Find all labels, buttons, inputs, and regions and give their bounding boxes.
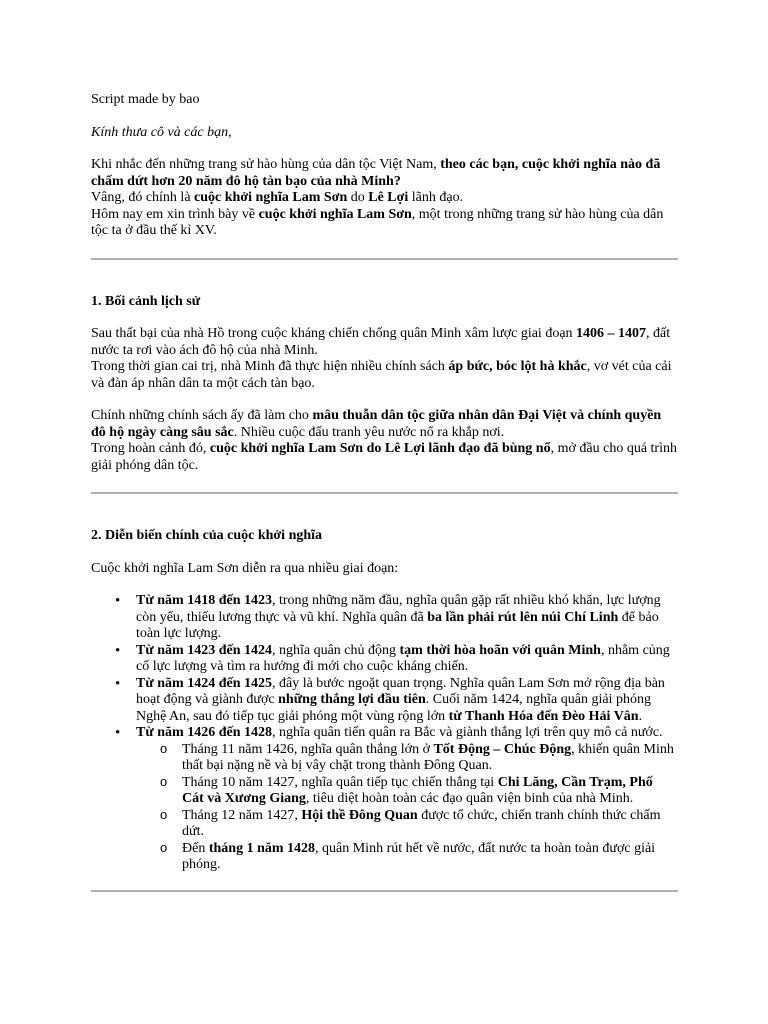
intro-question <box>91 157 678 190</box>
phase-2-text-2: , nhằm củng cố lực lượng và tìm ra hướng đi mới cho cuộc kháng chiến. <box>136 642 670 674</box>
section-1-paragraph-2 <box>91 359 678 392</box>
intro-topic-text: Hôm nay em xin trình bày về <box>91 206 259 222</box>
sub-1-emphasis: Tốt Động – Chúc Động <box>433 741 572 757</box>
section-1-paragraph-4 <box>91 441 678 474</box>
list-item <box>182 775 678 808</box>
s1-p2-emphasis: áp bức, bóc lột hà khắc <box>448 359 587 374</box>
s1-p3-text: Chính những chính sách ấy đã làm cho <box>91 408 313 423</box>
phase-4-period: Từ năm 1426 đến 1428 <box>136 725 272 740</box>
phase-3-text-3: . <box>638 708 643 724</box>
s1-p1-text: Sau thất bại của nhà Hồ trong cuộc kháng chiến chống quân Minh xâm lược giai đoạn <box>91 326 577 341</box>
intro-answer-leader: Lê Lợi <box>368 190 409 205</box>
section-1-paragraph-1 <box>91 326 678 359</box>
section-1-paragraph-3 <box>91 408 678 441</box>
s1-p2-text: Trong thời gian cai trị, nhà Minh đã thực hiện nhiều chính sách <box>91 359 449 374</box>
phase-4-text: , nghĩa quân tiến quân ra Bắc và giành thắng lợi trên quy mô cả nước. <box>271 725 663 740</box>
s1-p3-text-2: . Nhiều cuộc đấu tranh yêu nước nổ ra khắp nơi. <box>233 424 505 440</box>
list-item <box>136 725 678 874</box>
phase-1-text: , trong những năm đầu, nghĩa quân gặp rất nhiều khó khăn, lực lượng còn yếu, thiếu lương thực và vũ khí. Nghĩa quân đã <box>136 593 661 625</box>
sub-2-text-2: , tiêu diệt hoàn toàn các đạo quân viện binh của nhà Minh. <box>305 791 634 806</box>
intro-answer-text: Vâng, đó chính là <box>91 190 195 205</box>
s1-p4-text: Trong hoàn cảnh đó, <box>91 441 210 456</box>
sub-4-text-2: , quân Minh rút hết về nước, đất nước ta hoàn toàn được giải phóng. <box>182 840 656 872</box>
list-item <box>136 676 678 726</box>
sub-1-text-2: , khiến quân Minh thất bại nặng nề và bị vây chặt trong thành Đông Quan. <box>182 741 674 773</box>
phase-3-emphasis: những thắng lợi đầu tiên <box>278 692 426 707</box>
list-item <box>136 593 678 643</box>
intro-answer-emphasis: cuộc khởi nghĩa Lam Sơn <box>194 190 348 205</box>
list-item <box>182 742 678 775</box>
s1-p3-emphasis: mâu thuẫn dân tộc giữa nhân dân Đại Việt và chính quyền đô hộ ngày càng sâu sắc <box>91 408 662 440</box>
s1-p4-emphasis: cuộc khởi nghĩa Lam Sơn do Lê Lợi lãnh đạo đã bùng nổ <box>209 441 551 456</box>
sub-2-text: Tháng 10 năm 1427, nghĩa quân tiếp tục chiến thắng tại <box>182 774 498 790</box>
section-2-lead: Cuộc khởi nghĩa Lam Sơn diễn ra qua nhiều giai đoạn: <box>91 560 399 576</box>
s1-p2-text-2: , vơ vét của cải và đàn áp nhân dân ta một cách tàn bạo. <box>91 359 672 391</box>
intro-answer-text-3: lãnh đạo. <box>408 190 464 205</box>
phase-3-text: , đây là bước ngoặt quan trọng. Nghĩa quân Lam Sơn mở rộng địa bàn hoạt động và giành được <box>136 675 665 707</box>
phase-2-period: Từ năm 1423 đến 1424 <box>136 642 272 658</box>
sub-4-text: Đến <box>182 840 209 856</box>
section-2-heading: 2. Diễn biến chính của cuộc khởi nghĩa <box>91 528 323 543</box>
greeting-text: Kính thưa cô và các bạn, <box>91 124 232 140</box>
sub-3-text: Tháng 12 năm 1427, <box>182 807 302 823</box>
list-item <box>182 841 678 874</box>
list-item <box>182 808 678 841</box>
phase-1-emphasis: ba lần phải rút lên núi Chí Linh <box>427 609 619 625</box>
phase-4-sublist <box>136 742 678 874</box>
intro-topic-emphasis: cuộc khởi nghĩa Lam Sơn <box>258 206 412 222</box>
phase-1-period: Từ năm 1418 đến 1423 <box>136 593 272 608</box>
sub-3-emphasis: Hội thề Đông Quan <box>301 807 418 823</box>
intro-question-text: Khi nhắc đến những trang sử hào hùng của dân tộc Việt Nam, <box>91 157 441 172</box>
sub-3-text-2: được tổ chức, chiến tranh chính thức chấm dứt. <box>182 807 661 839</box>
s1-p4-text-2: , mở đầu cho quá trình giải phóng dân tộc. <box>91 441 677 473</box>
phase-list <box>91 593 678 874</box>
sub-2-emphasis: Chi Lăng, Cần Trạm, Phố Cát và Xương Giang <box>182 774 653 806</box>
intro-answer-text-2: do <box>347 190 369 205</box>
intro-topic <box>91 207 678 240</box>
phase-1-text-2: để bảo toàn lực lượng. <box>136 609 659 641</box>
section-1-heading: 1. Bối cảnh lịch sử <box>91 293 201 309</box>
s1-p1-text-2: , đất nước ta rơi vào ách đô hộ của nhà Minh. <box>91 326 671 358</box>
phase-3-text-2: . Cuối năm 1424, nghĩa quân giải phóng Nghệ An, sau đó tiếp tục giải phóng một vùng rộng lớn <box>136 692 651 724</box>
phase-2-emphasis: tạm thời hòa hoãn với quân Minh <box>399 642 601 658</box>
sub-4-emphasis: tháng 1 năm 1428 <box>208 840 316 856</box>
divider-3 <box>91 890 678 892</box>
phase-3-period: Từ năm 1424 đến 1425 <box>136 675 272 691</box>
s1-p1-years: 1406 – 1407 <box>576 326 647 341</box>
greeting <box>91 125 678 142</box>
intro-topic-text-2: , một trong những trang sử hào hùng của dân tộc ta ở đầu thế kỉ XV. <box>91 206 664 238</box>
script-note: Script made by bao <box>91 92 200 107</box>
list-item <box>136 643 678 676</box>
phase-2-text: , nghĩa quân chủ động <box>271 642 400 658</box>
intro-question-emphasis: theo các bạn, cuộc khởi nghĩa nào đã chấm dứt hơn 20 năm đô hộ tàn bạo của nhà Minh? <box>91 157 661 189</box>
intro-answer <box>91 190 678 207</box>
phase-3-emphasis-2: từ Thanh Hóa đến Đèo Hải Vân <box>448 708 639 724</box>
sub-1-text: Tháng 11 năm 1426, nghĩa quân thắng lớn ở <box>182 741 434 757</box>
